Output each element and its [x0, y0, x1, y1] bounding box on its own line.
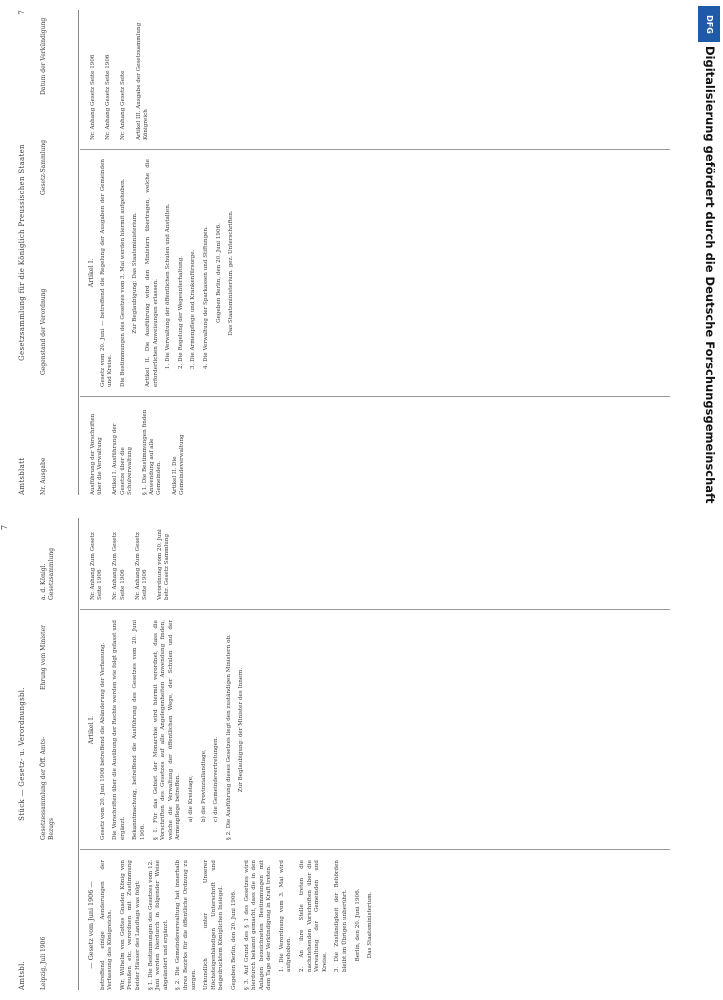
running-head-left: Amtsbl. — [18, 960, 26, 990]
side-entry: Nr. Anhang Zum Gesetz Seite 1906 — [90, 532, 104, 600]
paragraph: 1. Die Verwaltung der öffentlichen Schulen und Anstalten. — [165, 203, 172, 369]
running-head-center: Stück — Gesetz- u. Verordnungsbl. — [18, 687, 26, 821]
side-entry: Nr. Anhang Gesetz Seite 1906 — [105, 54, 112, 140]
paragraph: Gesetz vom 20. Juni — betreffend die Regelung der Ausgaben der Gemeinden und Kreise. — [99, 159, 114, 387]
column-rule — [80, 609, 670, 610]
side-entry: Nr. Anhang Zum Gesetz Seite 1906 — [134, 532, 149, 600]
table-header — [36, 518, 79, 990]
paragraph: Berlin, den 20. Juni 1906. — [354, 888, 361, 962]
paragraph: Bekanntmachung, betreffend die Ausführung des Gesetzes vom 20. Juni 1906. — [132, 620, 146, 840]
running-head-left: Amtsblatt — [18, 457, 26, 495]
side-entry: Artikel III. Ausgabe der Gesetzsammlung Königreich — [135, 22, 149, 140]
paragraph: § 1. Die Bestimmungen des Gesetzes vom 12. Juni werden hierdurch in folgender Weise abgeändert und ergänzt. — [147, 860, 169, 990]
running-head — [18, 518, 32, 990]
dfg-credit — [703, 46, 717, 706]
side-entry: Nr. Anhang Gesetz Seite — [120, 70, 127, 140]
paragraph: betreffend einige Aenderungen der Verfassung des Königreichs. — [99, 860, 114, 990]
dfg-logo-text: DFG — [704, 14, 714, 34]
side-entry: § 1. Die Bestimmungen finden Anwendung auf alle Gemeinden. — [142, 409, 163, 495]
paragraph: 2. An ihre Stelle treten die nachstehenden Vorschriften über die Verwaltung der Gemeinden und Kreise. — [299, 860, 328, 972]
table-header-cell: Ehrung vom Minister — [40, 625, 47, 690]
table-header — [36, 10, 79, 495]
table-header-cell: Gegenstand der Verordnung — [40, 288, 47, 375]
side-entry: Nr. Anhang Zum Gesetz Seite 1906 — [112, 532, 126, 600]
paragraph: § 2. Die Gemeindeverwaltung hat innerhalb ihres Bezirks für die öffentliche Ordnung zu sorgen. — [175, 860, 197, 990]
paragraph: Gegeben Berlin, den 20. Juni 1906. — [215, 223, 222, 323]
paragraph: a) die Kreistage, — [187, 775, 194, 822]
paragraph: Zur Beglaubigung: der Minister des Innern. — [238, 667, 245, 793]
running-head — [18, 10, 32, 495]
left-column — [90, 405, 194, 495]
table-header-cell: Leipzig, Juli 1906 — [40, 936, 47, 990]
right-page — [0, 10, 690, 495]
left-column — [88, 860, 380, 990]
side-entry: Artikel I. Ausführung der Gesetze über die Schulverwaltung — [112, 423, 133, 495]
left-page — [0, 518, 690, 990]
paragraph: 3. Die Zuständigkeit der Behörden bleibt im Übrigen unberührt. — [334, 860, 349, 972]
paragraph: 2. Die Regelung der Wegeunterhaltung. — [177, 255, 184, 369]
running-head-center: Gesetzsammlung für die Königlich Preussischen Staaten — [18, 144, 26, 361]
paragraph: c) die Gemeindevertretungen. — [213, 736, 220, 822]
side-entry: Ausführung der Vorschriften über die Verwaltung — [90, 413, 104, 495]
paragraph: Das Staatsministerium. — [367, 891, 374, 959]
table-header-cell: Nr. Ausgabe — [40, 457, 47, 495]
paragraph: 4. Die Verwaltung der Sparkassen und Stiftungen. — [202, 226, 209, 369]
paragraph: Urkundlich unter Unserer Höchsteigenhändigen Unterschrift und beigedrucktem Königlichen Insiegel. — [203, 860, 225, 990]
middle-column — [88, 620, 251, 840]
page-number: 7 — [0, 524, 9, 530]
side-entry: Verordnung vom 20. Juni betr. Gesetz Sammlung — [157, 529, 171, 600]
paragraph: 3. Die Armenpflege und Krankenfürsorge. — [190, 249, 197, 369]
table-header-cell: a. d. Königl. Gesetzsammlung — [40, 547, 55, 600]
paragraph: Das Staatsministerium. gez. Unterschriften. — [228, 210, 235, 336]
table-header-cell: Datum der Verkündigung — [40, 17, 47, 95]
paragraph: b) die Provinziallandtage, — [200, 749, 207, 822]
right-column — [90, 520, 180, 600]
paragraph: Gegeben Berlin, den 20. Juni 1906. — [230, 890, 237, 990]
column-rule — [80, 396, 670, 397]
paragraph: Die Bestimmungen des Gesetzes vom 3. Mai werden hiermit aufgehoben. — [119, 178, 126, 387]
paragraph: Wir, Wilhelm von Gottes Gnaden König von Preußen etc. verordnen mit Zustimmung beider Häuser des Landtags was folgt: — [119, 860, 141, 990]
running-head-right: 7 — [18, 10, 26, 15]
paragraph: Die Vorschriften über die Ausübung der Rechte werden wie folgt gefasst und ergänzt. — [112, 620, 126, 840]
paragraph: 1. Die Verordnung vom 3. Mai wird aufgehoben. — [278, 860, 293, 972]
paragraph: § 1. Für das Gebiet der Monarchie wird hiermit verordnet, dass die Vorschriften des Gesetzes auf alle Angelegenheiten Anwendung finden, welche die Verwaltung der öffentlichen Wege, der Schulen und der Armenpflege betreffen. — [152, 620, 182, 840]
table-header-cell: Gesetzessammlung der Öff. Amts-Bezugs — [40, 736, 55, 840]
section-heading: — Gesetz vom Juni 1906 — — [87, 881, 95, 969]
dfg-credit-text: Digitalisierung gefördert durch die Deutsche Forschungsgemeinschaft — [703, 46, 717, 504]
column-rule — [80, 149, 670, 150]
side-entry: Nr. Anhang Gesetz Seite 1906 — [90, 54, 96, 140]
right-column — [90, 15, 158, 140]
paragraph: § 3. Auf Grund des § 1 des Gesetzes wird hierdurch bekannt gemacht, dass die in den Anlagen bezeichneten Bestimmungen mit dem Tage der Verkündigung in Kraft treten. — [243, 860, 273, 990]
paragraph: Artikel II. Die Ausführung wird den Ministern übertragen, welche die erforderlichen Anweisungen erlassen. — [144, 159, 159, 387]
section-heading: Artikel I. — [87, 715, 95, 745]
paragraph: § 2. Die Ausführung dieses Gesetzes liegt den zuständigen Ministern ob. — [225, 634, 232, 840]
dfg-logo — [698, 6, 720, 42]
paragraph: Gesetz vom 20. Juni 1906 betreffend die Abänderung der Verfassung. — [99, 642, 106, 840]
side-entry: Artikel II. Die Gemeindeverwaltung — [171, 434, 185, 495]
table-header-cell: Gesetz-Sammlung — [40, 139, 47, 195]
column-rule — [80, 849, 670, 850]
section-heading: Artikel I. — [87, 258, 95, 288]
middle-column — [88, 159, 241, 387]
paragraph: Zur Beglaubigung: Das Staatsministerium. — [132, 212, 139, 334]
